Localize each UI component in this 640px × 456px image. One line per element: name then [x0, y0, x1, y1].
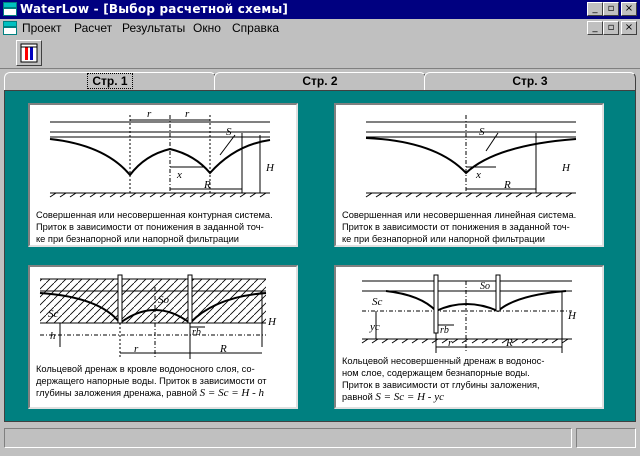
scheme-card-ring-confined[interactable] [28, 265, 298, 409]
label-R: R [204, 179, 211, 191]
menu-bar [0, 19, 640, 37]
minimize-icon: _ [592, 3, 598, 14]
label-r: r [134, 343, 139, 355]
label-R: R [506, 337, 513, 349]
tab-page-3-label: Стр. 3 [512, 74, 548, 88]
restore-icon: ▫ [607, 22, 615, 33]
label-x: x [476, 169, 481, 181]
tab-page-1-label: Стр. 1 [87, 73, 132, 89]
scheme-caption-contour [36, 209, 273, 245]
caption-text: равной [342, 392, 373, 402]
close-icon: × [624, 22, 634, 33]
label-x: x [177, 169, 182, 181]
caption-line: Кольцевой дренаж в кровле водоносного слоя, со- [36, 364, 255, 374]
formula: S = Sc = H - h [199, 387, 264, 399]
label-H: H [268, 316, 276, 328]
minimize-button[interactable] [587, 2, 603, 16]
caption-line: Приток в зависимости от глубины заложения, [342, 380, 540, 390]
label-r-right: r [185, 108, 190, 120]
window-title: WaterLow - [Выбор расчетной схемы] [20, 2, 289, 16]
scheme-caption-ring-unconfined [342, 355, 544, 403]
caption-line: ке при безнапорной или напорной фильтрации [36, 234, 239, 244]
label-r-left: r [147, 108, 152, 120]
scheme-card-ring-unconfined[interactable] [334, 265, 604, 409]
caption-line: Приток в зависимости от понижения в заданной точ- [36, 222, 264, 232]
drainage-tool-icon [17, 41, 41, 65]
label-h: h [50, 330, 56, 342]
menu-results[interactable]: Результаты [122, 21, 186, 35]
title-bar[interactable] [0, 0, 640, 19]
status-bar [0, 424, 640, 456]
status-pane-main [4, 428, 572, 448]
scheme-caption-ring-confined [36, 363, 267, 399]
toolbar [0, 37, 640, 69]
document-icon[interactable] [3, 21, 17, 35]
scheme-card-linear[interactable] [334, 103, 604, 247]
formula: S = Sc = H - yc [375, 391, 444, 403]
caption-line [342, 391, 544, 403]
tab-page-3[interactable] [424, 72, 636, 90]
caption-line: Совершенная или несовершенная линейная система. [342, 210, 577, 220]
label-rb: rb [192, 327, 201, 338]
menu-help[interactable]: Справка [232, 21, 280, 35]
caption-line: Кольцевой несовершенный дренаж в водонос- [342, 356, 545, 366]
label-R: R [220, 343, 227, 355]
label-r: r [448, 337, 453, 349]
minimize-icon: _ [592, 22, 598, 33]
caption-line: Совершенная или несовершенная контурная система. [36, 210, 273, 220]
caption-text: глубины заложения дренажа, равной [36, 388, 198, 398]
restore-icon: ▫ [607, 3, 615, 14]
label-Sc: Sc [372, 296, 383, 308]
label-S: S [479, 126, 485, 138]
caption-line: держащего напорные воды. Приток в зависимости от [36, 376, 267, 386]
caption-line: ке при безнапорной или напорной фильтрации [342, 234, 545, 244]
label-H: H [266, 162, 274, 174]
label-So: So [480, 281, 490, 292]
tab-page-2-label: Стр. 2 [302, 74, 338, 88]
label-H: H [562, 162, 570, 174]
menu-project[interactable]: Проект [22, 21, 62, 35]
label-R: R [504, 179, 511, 191]
child-minimize-button[interactable] [587, 21, 603, 35]
calculation-tool-button[interactable] [16, 40, 42, 66]
label-yc: yc [370, 321, 380, 333]
caption-line: ном слое, содержащем безнапорные воды. [342, 368, 530, 378]
menu-calculation[interactable]: Расчет [74, 21, 113, 35]
label-Sc: Sc [48, 308, 59, 320]
label-So: So [158, 294, 169, 306]
caption-line: Приток в зависимости от понижения в заданной точ- [342, 222, 570, 232]
restore-button[interactable] [603, 2, 619, 16]
scheme-caption-linear [342, 209, 576, 245]
app-icon[interactable] [3, 2, 17, 16]
child-close-button[interactable] [621, 21, 637, 35]
tab-page-2[interactable] [214, 72, 426, 90]
label-rb: rb [440, 325, 449, 336]
label-S: S [226, 126, 232, 138]
close-button[interactable] [621, 2, 637, 16]
caption-line [36, 387, 267, 399]
tab-page-1[interactable] [4, 72, 216, 90]
menu-window[interactable]: Окно [193, 21, 221, 35]
close-icon: × [624, 3, 634, 14]
scheme-card-contour[interactable] [28, 103, 298, 247]
status-pane-secondary [576, 428, 636, 448]
child-restore-button[interactable] [603, 21, 619, 35]
label-H: H [568, 310, 576, 322]
